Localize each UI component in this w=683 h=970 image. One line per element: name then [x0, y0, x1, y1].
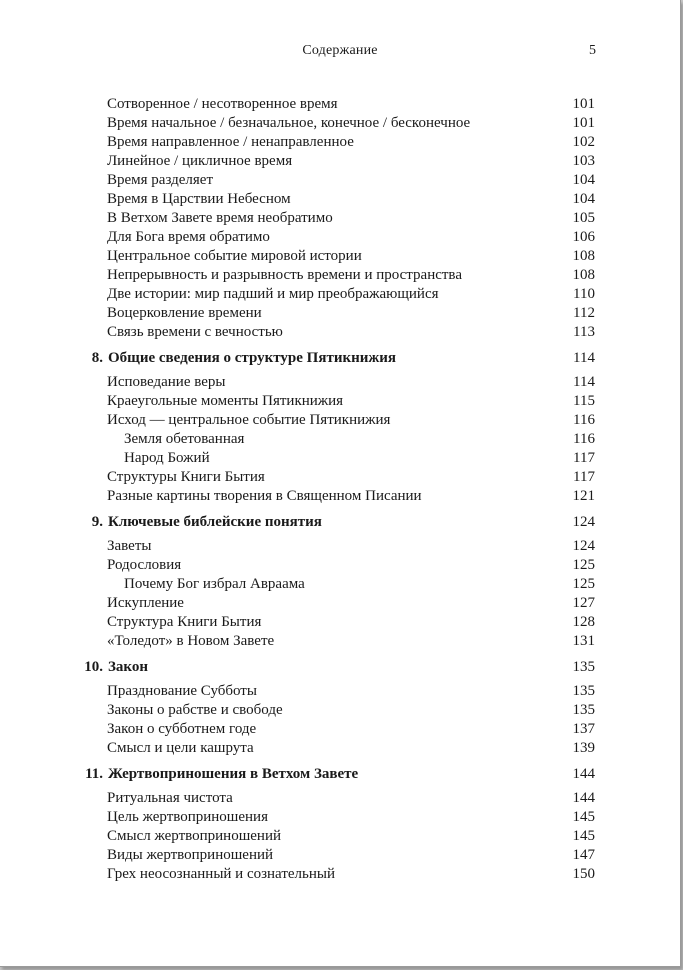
toc-entry	[0, 556, 680, 575]
entry-title: Две истории: мир падший и мир преображающийся	[107, 286, 439, 302]
entry-page-number: 125	[572, 576, 595, 592]
entry-page-number: 124	[572, 538, 595, 554]
entry-page-number: 112	[573, 305, 595, 321]
toc-entry	[0, 468, 680, 487]
entry-title: Структура Книги Бытия	[107, 614, 262, 630]
entry-page-number: 125	[572, 557, 595, 573]
toc-entry	[0, 171, 680, 190]
toc-entry	[0, 266, 680, 285]
entry-title: Жертвоприношения в Ветхом Завете	[108, 766, 359, 782]
entry-title: Связь времени с вечностью	[107, 324, 283, 340]
entry-title: Почему Бог избрал Авраама	[124, 576, 305, 592]
entry-title: Виды жертвоприношений	[107, 847, 274, 863]
entry-page-number: 108	[572, 267, 595, 283]
entry-page-number: 113	[573, 324, 595, 340]
page-number: 5	[589, 43, 596, 58]
entry-title: Земля обетованная	[124, 431, 245, 447]
entry-title: Цель жертвоприношения	[107, 809, 268, 825]
toc-entry	[0, 247, 680, 266]
toc-entry	[0, 594, 680, 613]
entry-title: Заветы	[107, 538, 152, 554]
toc-entry	[0, 827, 680, 846]
toc-subentry	[0, 575, 680, 594]
entry-page-number: 110	[573, 286, 595, 302]
entry-title: Непрерывность и разрывность времени и пространства	[107, 267, 462, 283]
entry-page-number: 131	[572, 633, 595, 649]
entry-page-number: 127	[572, 595, 595, 611]
entry-title: Празднование Субботы	[107, 683, 257, 699]
toc-entry	[0, 789, 680, 808]
entry-title: Время в Царствии Небесном	[107, 191, 291, 207]
entry-title: Искупление	[107, 595, 184, 611]
entry-page-number: 145	[572, 828, 595, 844]
chapter-number: 9.	[91, 514, 103, 530]
toc-subentry	[0, 430, 680, 449]
toc-entry	[0, 682, 680, 701]
entry-title: Смысл жертвоприношений	[107, 828, 282, 844]
entry-page-number: 144	[572, 790, 595, 806]
toc-entry	[0, 133, 680, 152]
entry-page-number: 104	[572, 191, 595, 207]
table-of-contents	[0, 95, 680, 884]
chapter-number: 11.	[85, 766, 103, 782]
entry-page-number: 103	[572, 153, 595, 169]
toc-chapter	[0, 349, 680, 368]
toc-entry	[0, 846, 680, 865]
running-title: Содержание	[302, 43, 378, 58]
entry-page-number: 117	[573, 469, 595, 485]
toc-entry	[0, 487, 680, 506]
toc-chapter	[0, 513, 680, 532]
entry-title: В Ветхом Завете время необратимо	[107, 210, 333, 226]
entry-title: Закон	[108, 659, 149, 675]
toc-entry	[0, 632, 680, 651]
entry-title: Закон о субботнем годе	[107, 721, 257, 737]
entry-page-number: 145	[572, 809, 595, 825]
entry-title: Время разделяет	[107, 172, 214, 188]
toc-entry	[0, 373, 680, 392]
entry-page-number: 150	[572, 866, 595, 882]
entry-title: Центральное событие мировой истории	[107, 248, 362, 264]
entry-page-number: 108	[572, 248, 595, 264]
entry-page-number: 124	[572, 514, 595, 530]
entry-page-number: 114	[573, 374, 595, 390]
toc-entry	[0, 304, 680, 323]
toc-entry	[0, 808, 680, 827]
entry-page-number: 106	[572, 229, 595, 245]
entry-page-number: 105	[572, 210, 595, 226]
toc-entry	[0, 411, 680, 430]
entry-page-number: 135	[572, 683, 595, 699]
toc-entry	[0, 209, 680, 228]
entry-page-number: 135	[572, 659, 595, 675]
entry-page-number: 101	[572, 115, 595, 131]
entry-title: Исповедание веры	[107, 374, 226, 390]
entry-title: Для Бога время обратимо	[107, 229, 270, 245]
toc-entry	[0, 190, 680, 209]
entry-title: Общие сведения о структуре Пятикнижия	[108, 350, 397, 366]
entry-page-number: 135	[572, 702, 595, 718]
toc-entry	[0, 613, 680, 632]
toc-entry	[0, 285, 680, 304]
entry-page-number: 104	[572, 172, 595, 188]
entry-title: Краеугольные моменты Пятикнижия	[107, 393, 344, 409]
entry-title: Линейное / цикличное время	[107, 153, 293, 169]
entry-page-number: 115	[573, 393, 595, 409]
entry-page-number: 116	[573, 412, 595, 428]
toc-entry	[0, 720, 680, 739]
entry-title: Смысл и цели кашрута	[107, 740, 254, 756]
toc-entry	[0, 114, 680, 133]
entry-page-number: 128	[572, 614, 595, 630]
toc-entry	[0, 152, 680, 171]
chapter-number: 8.	[91, 350, 103, 366]
entry-page-number: 144	[572, 766, 595, 782]
toc-entry	[0, 537, 680, 556]
entry-page-number: 121	[572, 488, 595, 504]
chapter-number: 10.	[84, 659, 103, 675]
toc-chapter	[0, 765, 680, 784]
entry-page-number: 114	[573, 350, 595, 366]
entry-title: Исход — центральное событие Пятикнижия	[107, 412, 391, 428]
entry-title: «Толедот» в Новом Завете	[107, 633, 275, 649]
entry-title: Ритуальная чистота	[107, 790, 233, 806]
entry-title: Родословия	[107, 557, 182, 573]
entry-title: Время направленное / ненаправленное	[107, 134, 354, 150]
entry-title: Воцерковление времени	[107, 305, 262, 321]
entry-title: Народ Божий	[124, 450, 210, 466]
entry-page-number: 117	[573, 450, 595, 466]
entry-page-number: 101	[572, 96, 595, 112]
entry-title: Грех неосознанный и сознательный	[107, 866, 336, 882]
entry-page-number: 137	[572, 721, 595, 737]
toc-entry	[0, 701, 680, 720]
toc-entry	[0, 95, 680, 114]
toc-entry	[0, 392, 680, 411]
toc-entry	[0, 323, 680, 342]
running-head	[0, 42, 680, 60]
entry-page-number: 139	[572, 740, 595, 756]
toc-entry	[0, 865, 680, 884]
entry-title: Ключевые библейские понятия	[108, 514, 322, 530]
entry-title: Разные картины творения в Священном Писании	[107, 488, 422, 504]
toc-chapter	[0, 658, 680, 677]
toc-entry	[0, 739, 680, 758]
entry-page-number: 116	[573, 431, 595, 447]
entry-title: Структуры Книги Бытия	[107, 469, 265, 485]
entry-title: Сотворенное / несотворенное время	[107, 96, 338, 112]
toc-entry	[0, 228, 680, 247]
toc-subentry	[0, 449, 680, 468]
entry-title: Законы о рабстве и свободе	[107, 702, 283, 718]
entry-page-number: 102	[572, 134, 595, 150]
entry-page-number: 147	[572, 847, 595, 863]
entry-title: Время начальное / безначальное, конечное / бесконечное	[107, 115, 471, 131]
